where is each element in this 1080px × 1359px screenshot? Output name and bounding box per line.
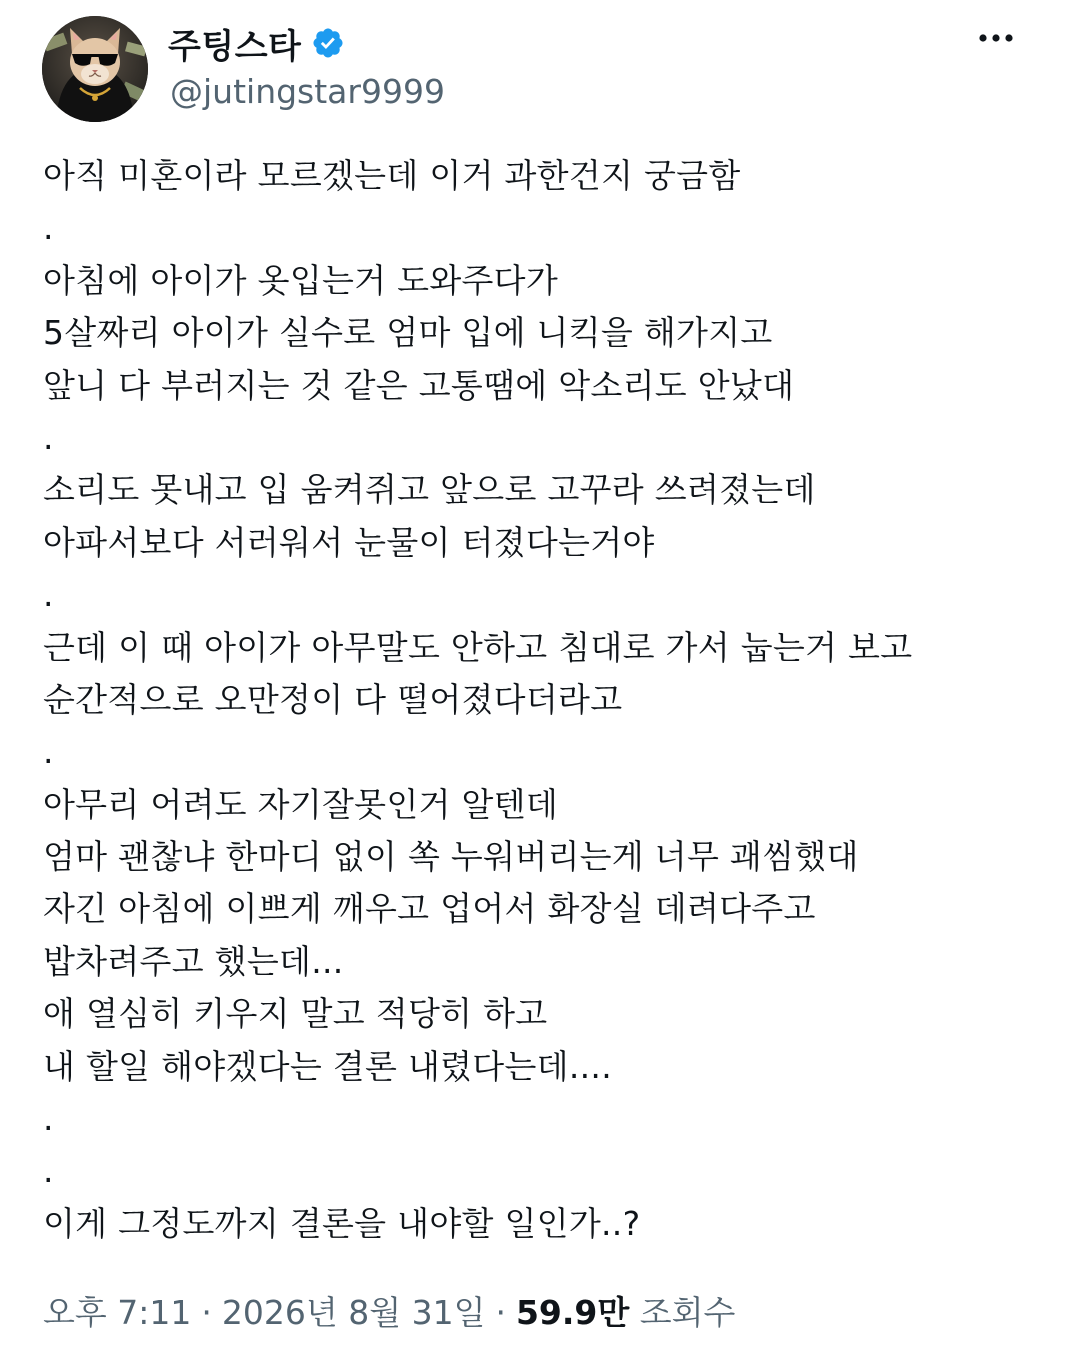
more-horizontal-icon — [978, 33, 1014, 43]
tweet-text — [43, 150, 1053, 1250]
tweet-line: 아침에 아이가 옷입는거 도와주다가 — [43, 260, 559, 300]
tweet-line: 아직 미혼이라 모르겠는데 이거 과한건지 궁금함 — [43, 156, 741, 195]
tweet-line: . — [43, 1151, 54, 1191]
tweet-line: . — [43, 575, 54, 615]
tweet-line: 엄마 괜찮냐 한마디 없이 쏙 누워버리는게 너무 괘씸했대 — [43, 837, 859, 877]
cat-with-sunglasses-avatar-icon — [42, 16, 148, 122]
display-name[interactable]: 주팅스타 — [168, 26, 302, 67]
author-name-row[interactable] — [168, 20, 345, 66]
tweet-line: . — [43, 417, 54, 457]
tweet-line: 소리도 못내고 입 움켜쥐고 앞으로 고꾸라 쓰려졌는데 — [43, 470, 816, 510]
tweet-line: . — [43, 732, 54, 772]
tweet-line: 앞니 다 부러지는 것 같은 고통땜에 악소리도 안났대 — [43, 365, 795, 405]
tweet-line: 근데 이 때 아이가 아무말도 안하고 침대로 가서 눕는거 보고 — [43, 627, 913, 667]
tweet-line: 순간적으로 오만정이 다 떨어졌다더라고 — [43, 679, 623, 719]
meta-separator: · — [495, 1293, 506, 1332]
verified-badge-icon — [311, 26, 345, 60]
tweet-line: 5살짜리 아이가 실수로 엄마 입에 니킥을 해가지고 — [43, 313, 773, 353]
tweet-line: 이게 그정도까지 결론을 내야할 일인가..? — [43, 1203, 641, 1243]
tweet-line: 아무리 어려도 자기잘못인거 알텐데 — [43, 784, 559, 824]
tweet-line: . — [43, 208, 54, 248]
meta-separator: · — [201, 1293, 212, 1332]
tweet-time[interactable]: 오후 7:11 — [43, 1293, 192, 1332]
views-count[interactable]: 59.9만 — [515, 1293, 630, 1332]
author-handle[interactable]: @jutingstar9999 — [170, 72, 445, 111]
avatar[interactable] — [42, 16, 148, 122]
tweet-line: 애 열심히 키우지 말고 적당히 하고 — [43, 994, 548, 1034]
tweet-line: 내 할일 해야겠다는 결론 내렸다는데.... — [43, 1046, 612, 1086]
views-label: 조회수 — [639, 1293, 736, 1332]
tweet-line: 아파서보다 서러워서 눈물이 터졌다는거야 — [43, 522, 655, 562]
tweet-line: . — [43, 1099, 54, 1139]
more-options-button[interactable] — [970, 18, 1022, 58]
tweet-line: 자긴 아침에 이쁘게 깨우고 업어서 화장실 데려다주고 — [43, 889, 816, 929]
tweet-line: 밥차려주고 했는데... — [43, 941, 344, 981]
tweet-metadata — [43, 1288, 735, 1338]
tweet-date[interactable]: 2026년 8월 31일 — [221, 1293, 486, 1332]
